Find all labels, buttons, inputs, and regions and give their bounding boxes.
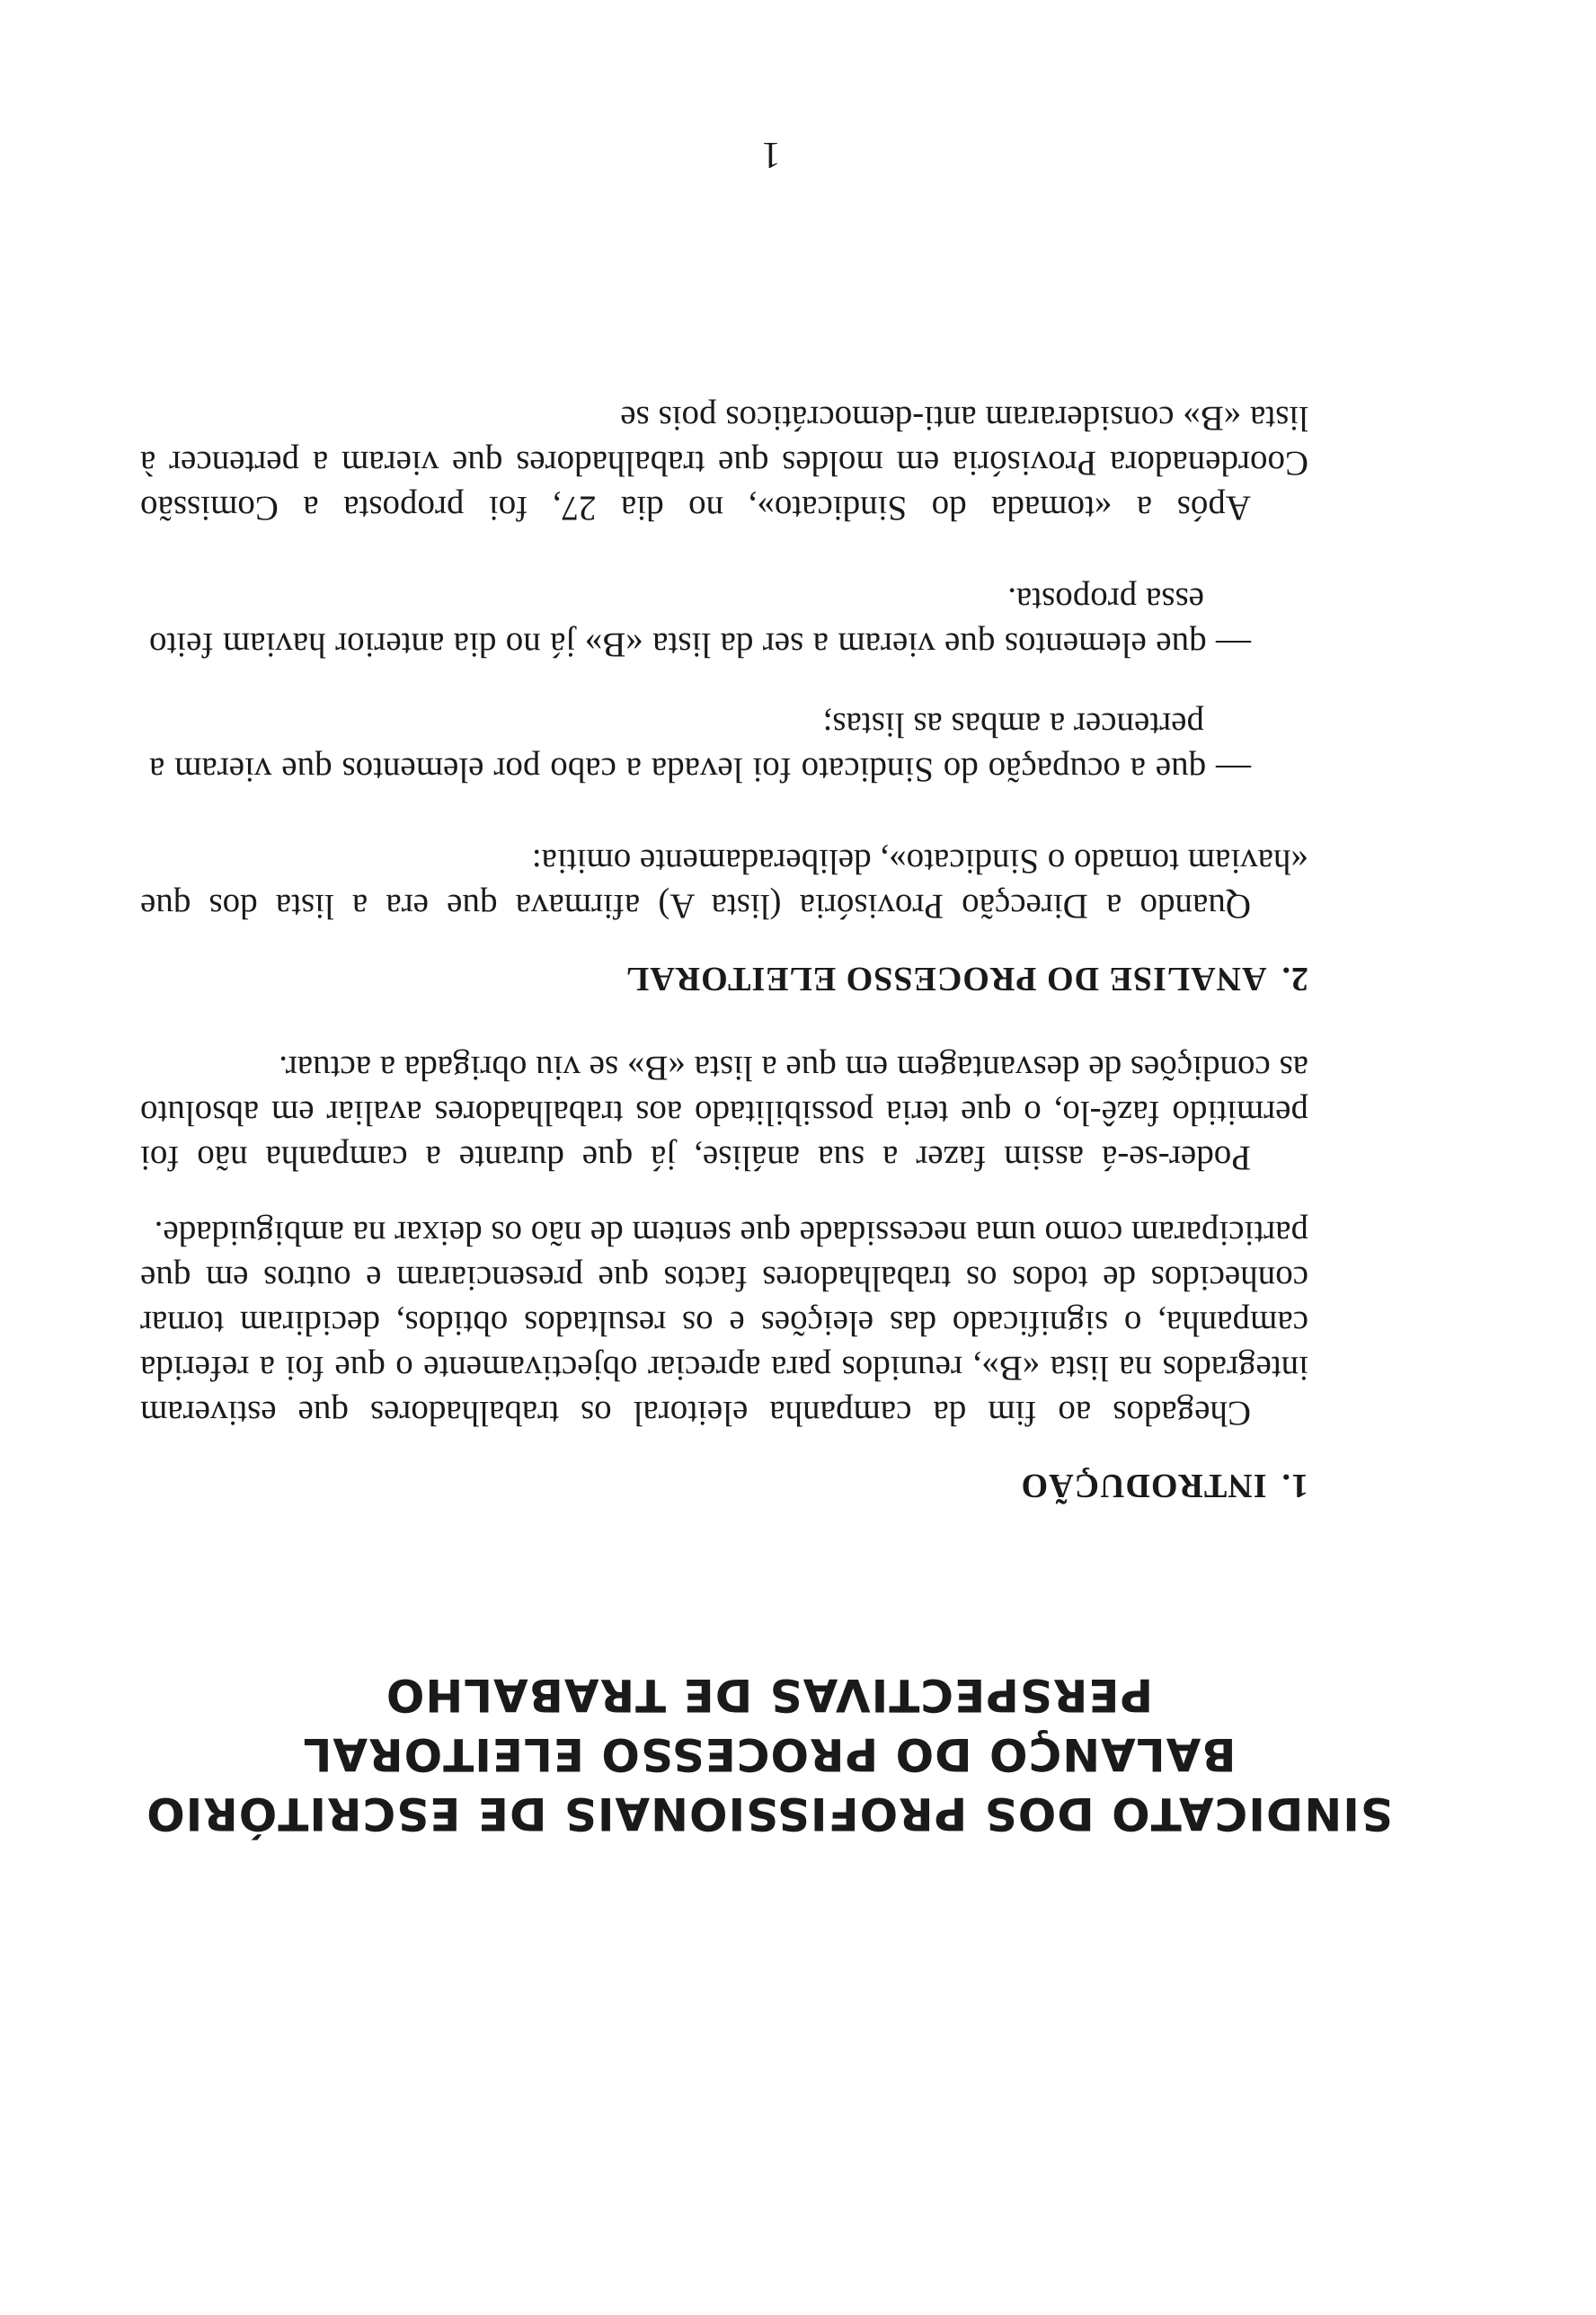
page-number: 1	[761, 134, 781, 175]
section-title: INTRODUÇÃO	[1020, 1467, 1267, 1504]
header-line-2: BALANÇO DO PROCESSO ELEITORAL	[302, 1728, 1237, 1780]
section-number: 1.	[1281, 1467, 1308, 1504]
introduction-paragraph-1: Chegados ao fim da campanha eleitoral os trabalhadores que estiveram integrados na lista «B», reunidos para apreciar objectivamente o que foi a referida campanha, o significado das eleições e os resultados obtidos, decidiram tornar conhecidos de todos os trabalhadores factos que presenciaram e outros em que participaram como uma necessidade que sentem de não os deixar na ambiguidade.	[140, 1214, 1308, 1432]
section-title: ANALISE DO PROCESSO ELEITORAL	[625, 960, 1267, 998]
analysis-closing-paragraph: Após a «tomada do Sindicato», no dia 27, foi proposta a Comissão Coordenadora Provisória em moldes que trabalhadores que vieram a pertencer à lista «B» consideraram anti-democráticos pois se	[140, 399, 1308, 528]
document-header	[140, 1665, 1452, 1843]
list-item: — que a ocupação do Sindicato foi levada a cabo por elementos que vieram a pertencer a ambas as listas;	[149, 705, 1251, 789]
header-line-1: SINDICATO DOS PROFISSIONAIS DE ESCRITÓRIO	[146, 1787, 1393, 1840]
list-item: — que elementos que vieram a ser da lista «B» já no dia anterior haviam feito essa proposta.	[149, 581, 1251, 664]
analysis-intro-paragraph: Quando a Direcção Provisória (lista A) afirmava que era a lista dos que «haviam tomado o Sindicato», deliberadamente omitia:	[140, 842, 1308, 926]
page-content	[140, 395, 1452, 1843]
section-heading-introduction	[140, 1466, 1308, 1505]
section-heading-analysis	[140, 959, 1308, 998]
section-number: 2.	[1281, 960, 1308, 998]
introduction-paragraph-2: Poder-se-á assim fazer a sua análise, já que durante a campanha não foi permitido fazê-lo, o que teria possibilitado aos trabalhadores avaliar em absoluto as condições de desvantagem em que a lista «B» se viu obrigada a actuar.	[140, 1049, 1308, 1177]
header-line-3: PERSPECTIVAS DE TRABALHO	[385, 1669, 1154, 1721]
